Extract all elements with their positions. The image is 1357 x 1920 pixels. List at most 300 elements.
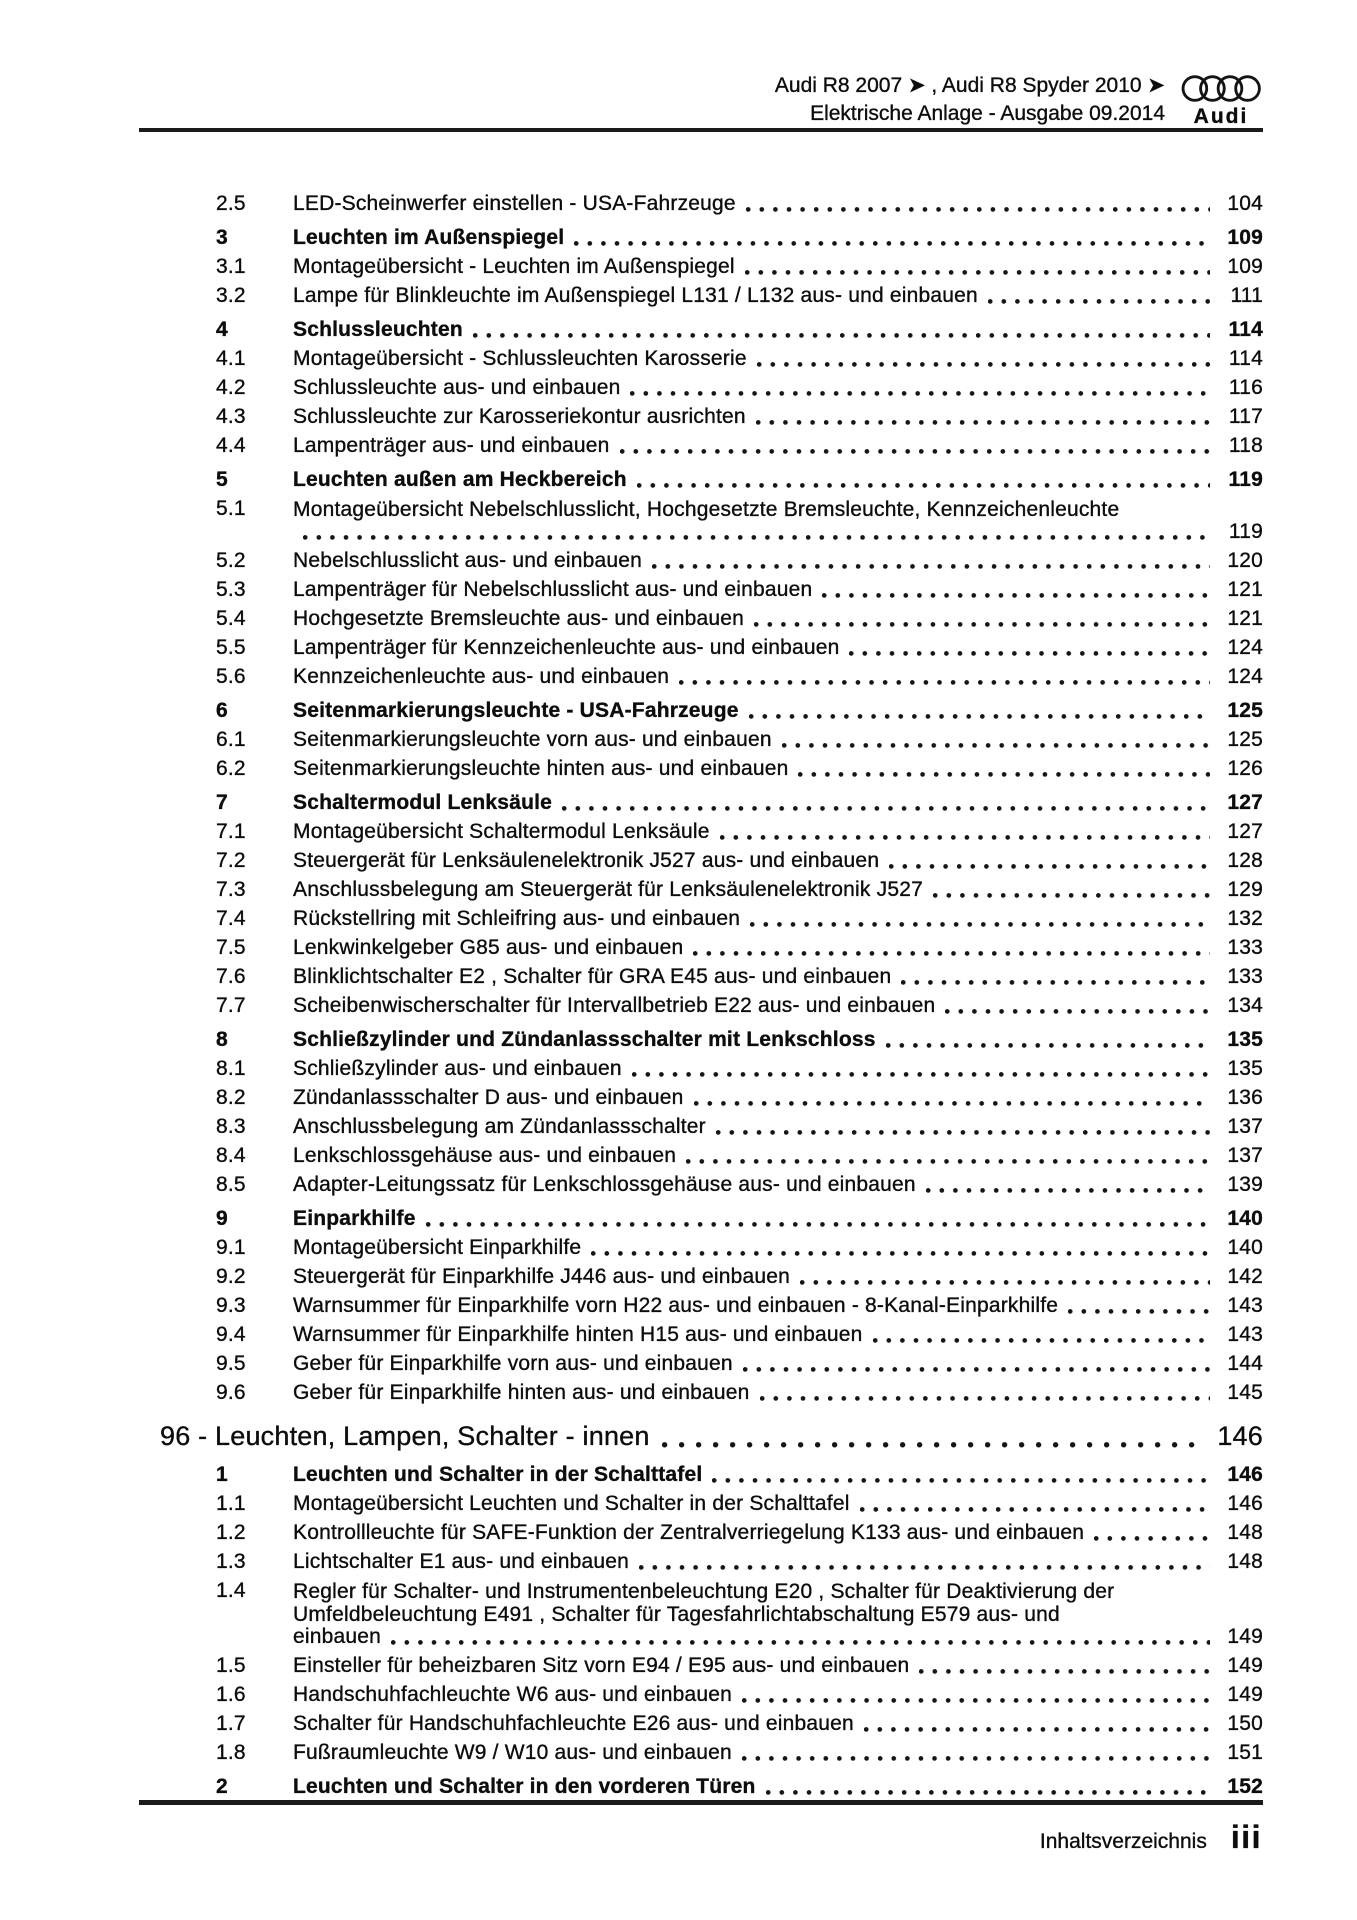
toc-row-body	[293, 995, 1263, 1017]
toc-section-number: 8	[216, 1028, 228, 1051]
toc-page-number: 120	[1227, 549, 1263, 572]
dotted-leader	[860, 1507, 1210, 1512]
toc-row	[139, 193, 1263, 215]
toc-title: Steuergerät für Einparkhilfe J446 aus- und einbauen	[293, 1265, 791, 1288]
toc-page-number: 136	[1227, 1086, 1263, 1109]
toc-row-body	[293, 377, 1263, 399]
toc-title: Seitenmarkierungsleuchte - USA-Fahrzeuge	[293, 699, 739, 722]
toc-section-number: 1.1	[216, 1492, 246, 1515]
toc-leader-line	[293, 406, 1263, 428]
toc-page-number: 127	[1227, 820, 1263, 843]
toc-row-body	[293, 1353, 1263, 1375]
toc-title: Lampenträger aus- und einbauen	[293, 434, 610, 457]
toc-section-number: 9.6	[216, 1381, 246, 1404]
toc-page-number: 116	[1228, 376, 1263, 399]
dotted-leader	[873, 1338, 1210, 1343]
dotted-leader	[798, 772, 1210, 777]
toc-page-number: 126	[1227, 757, 1263, 780]
toc-page-number: 104	[1227, 192, 1263, 215]
toc-section-number: 5.6	[216, 665, 246, 688]
toc-section-number: 1.4	[216, 1579, 246, 1602]
dotted-leader	[886, 1043, 1210, 1048]
toc-page-number: 139	[1227, 1173, 1263, 1196]
toc-title: Anschlussbelegung am Zündanlassschalter	[293, 1115, 706, 1138]
toc-leader-line	[293, 1029, 1263, 1051]
toc-title: Schalter für Handschuhfachleuchte E26 aus- und einbauen	[293, 1712, 854, 1735]
toc-page-number: 149	[1227, 1683, 1263, 1706]
dotted-leader	[574, 241, 1210, 246]
header-edition-line: Elektrische Anlage - Ausgabe 09.2014	[810, 102, 1165, 125]
toc-leader-line	[293, 319, 1263, 341]
toc-title: Seitenmarkierungsleuchte hinten aus- und einbauen	[293, 757, 789, 780]
dotted-leader	[988, 299, 1210, 304]
toc-title: Schlussleuchte zur Karosseriekontur ausrichten	[293, 405, 746, 428]
toc-leader-line	[293, 792, 1263, 814]
dotted-leader	[760, 1396, 1210, 1401]
toc-title: Montageübersicht Schaltermodul Lenksäule	[293, 820, 710, 843]
dotted-leader	[849, 651, 1210, 656]
toc-leader-line	[293, 1713, 1263, 1735]
toc-page-number: 143	[1227, 1294, 1263, 1317]
toc-leader-line	[293, 1655, 1263, 1677]
toc-page-number: 149	[1227, 1654, 1263, 1677]
toc-row	[139, 256, 1263, 278]
toc-section-number: 9.2	[216, 1265, 246, 1288]
toc-row-body	[293, 792, 1263, 814]
toc-section-number: 1.7	[216, 1712, 246, 1735]
toc-section-number: 3	[216, 226, 228, 249]
toc-title: Leuchten und Schalter in der Schalttafel	[293, 1463, 703, 1486]
toc-leader-line	[293, 227, 1263, 249]
toc-leader-line	[293, 1382, 1263, 1404]
toc-leader-line	[293, 758, 1263, 780]
dotted-leader	[662, 1442, 1201, 1448]
toc-row	[139, 285, 1263, 307]
toc-row	[139, 1266, 1263, 1288]
audi-wordmark: Audi	[1193, 105, 1249, 128]
audi-rings-icon	[1179, 72, 1263, 105]
toc-section-number: 7.3	[216, 878, 246, 901]
toc-row-body	[293, 1522, 1263, 1544]
toc-title: Scheibenwischerschalter für Intervallbetrieb E22 aus- und einbauen	[293, 994, 936, 1017]
toc-row-body	[293, 637, 1263, 659]
toc-row-body	[293, 1116, 1263, 1138]
toc-rows-top	[139, 193, 1263, 1404]
toc-page-number: 111	[1230, 284, 1263, 307]
toc-leader-line	[293, 1684, 1263, 1706]
toc-row	[139, 435, 1263, 457]
toc-row	[139, 821, 1263, 843]
toc-row-body	[293, 850, 1263, 872]
toc-page-number: 142	[1227, 1265, 1263, 1288]
toc-title: Lampenträger für Nebelschlusslicht aus- und einbauen	[293, 578, 813, 601]
dotted-leader	[756, 420, 1210, 425]
toc-title: Schließzylinder aus- und einbauen	[293, 1057, 622, 1080]
toc-row-body	[293, 758, 1263, 780]
toc-row	[139, 1237, 1263, 1259]
toc-title: Leuchten und Schalter in den vorderen Türen	[293, 1775, 756, 1798]
toc-row	[139, 1116, 1263, 1138]
toc-section-number: 7.5	[216, 936, 246, 959]
dotted-leader	[822, 593, 1210, 598]
toc-title-line: Montageübersicht Nebelschlusslicht, Hochgesetzte Bremsleuchte, Kennzeichenleuchte	[293, 498, 1120, 521]
toc-section-number: 1.6	[216, 1683, 246, 1706]
toc-leader-line	[293, 193, 1263, 215]
toc-row	[139, 406, 1263, 428]
toc-leader-line	[293, 377, 1263, 399]
toc-leader-line	[293, 608, 1263, 630]
chapter-heading: 96 - Leuchten, Lampen, Schalter - innen	[160, 1421, 650, 1451]
dotted-leader	[693, 951, 1210, 956]
dotted-leader	[745, 270, 1210, 275]
toc-page-number: 114	[1228, 347, 1263, 370]
toc-row	[139, 1684, 1263, 1706]
toc-row	[139, 1174, 1263, 1196]
toc-row-body	[293, 227, 1263, 249]
toc-section-number: 4.2	[216, 376, 246, 399]
toc-title: Montageübersicht Einparkhilfe	[293, 1236, 582, 1259]
toc-leader-line	[293, 1551, 1263, 1573]
toc-section-number: 5.4	[216, 607, 246, 630]
toc-row-body	[293, 608, 1263, 630]
toc-page-number: 121	[1227, 578, 1263, 601]
toc-row-body	[293, 1029, 1263, 1051]
dotted-leader	[632, 1072, 1210, 1077]
dotted-leader	[620, 449, 1210, 454]
toc-page-number: 114	[1228, 318, 1263, 341]
toc-leader-line	[293, 1742, 1263, 1764]
dotted-leader	[945, 1009, 1210, 1014]
chapter-heading-row	[139, 1421, 1263, 1452]
toc-row	[139, 377, 1263, 399]
dotted-leader	[757, 362, 1210, 367]
toc-page-number: 134	[1227, 994, 1263, 1017]
toc-row-body	[293, 1145, 1263, 1167]
page-footer	[1040, 1820, 1262, 1854]
dotted-leader	[562, 806, 1210, 811]
toc-row-body	[293, 1058, 1263, 1080]
toc-section-number: 7	[216, 791, 228, 814]
footer-page-number: iii	[1230, 1819, 1262, 1855]
toc-row-body	[293, 1174, 1263, 1196]
toc-row	[139, 758, 1263, 780]
toc-section-number: 9.3	[216, 1294, 246, 1317]
toc-page-number: 117	[1228, 405, 1263, 428]
dotted-leader	[473, 333, 1210, 338]
toc-page-number: 140	[1227, 1207, 1263, 1230]
toc-leader-line	[293, 579, 1263, 601]
toc-page-number: 149	[1227, 1625, 1263, 1648]
toc-title: Warnsummer für Einparkhilfe vorn H22 aus- und einbauen - 8-Kanal-Einparkhilfe	[293, 1294, 1059, 1317]
toc-section-number: 7.4	[216, 907, 246, 930]
toc-row-body	[293, 966, 1263, 988]
toc-title: Leuchten im Außenspiegel	[293, 226, 565, 249]
toc-leader-line	[293, 1776, 1263, 1798]
toc-row-body	[293, 1580, 1263, 1648]
toc-title: Nebelschlusslicht aus- und einbauen	[293, 549, 643, 572]
toc-row	[139, 908, 1263, 930]
toc-page-number: 143	[1227, 1323, 1263, 1346]
toc-row	[139, 1580, 1263, 1648]
toc-leader-line	[293, 348, 1263, 370]
toc-row	[139, 1464, 1263, 1486]
toc-leader-line	[293, 550, 1263, 572]
toc-row-body	[293, 1655, 1263, 1677]
toc-page-number: 137	[1227, 1115, 1263, 1138]
toc-section-number: 2	[216, 1775, 228, 1798]
toc-row-body	[293, 1713, 1263, 1735]
toc-page-number: 148	[1227, 1521, 1263, 1544]
toc-section-number: 5.3	[216, 578, 246, 601]
toc-leader-line	[293, 879, 1263, 901]
toc-title: Handschuhfachleuchte W6 aus- und einbauen	[293, 1683, 732, 1706]
toc-title: Kontrollleuchte für SAFE-Funktion der Zentralverriegelung K133 aus- und einbauen	[293, 1521, 1085, 1544]
toc-row	[139, 608, 1263, 630]
toc-row-body	[293, 1237, 1263, 1259]
toc-row	[139, 1655, 1263, 1677]
toc-row-body	[293, 579, 1263, 601]
toc-page-number: 148	[1227, 1550, 1263, 1573]
toc-row	[139, 1713, 1263, 1735]
toc-section-number: 5.5	[216, 636, 246, 659]
toc-title: Lampe für Blinkleuchte im Außenspiegel L131 / L132 aus- und einbauen	[293, 284, 978, 307]
toc-section-number: 7.2	[216, 849, 246, 872]
toc-section-number: 5.2	[216, 549, 246, 572]
toc-row	[139, 319, 1263, 341]
toc-leader-line	[293, 1058, 1263, 1080]
toc-title: Hochgesetzte Bremsleuchte aus- und einbauen	[293, 607, 745, 630]
toc-leader-line	[293, 700, 1263, 722]
header-rule	[139, 128, 1263, 132]
toc-title: Montageübersicht - Leuchten im Außenspiegel	[293, 255, 735, 278]
toc-section-number: 8.5	[216, 1173, 246, 1196]
toc-page-number: 152	[1227, 1775, 1263, 1798]
page-header	[775, 72, 1165, 128]
dotted-leader	[716, 1130, 1210, 1135]
toc-page-number: 129	[1227, 878, 1263, 901]
toc-row-body	[293, 1493, 1263, 1515]
dotted-leader	[754, 622, 1210, 627]
toc-section-number: 8.2	[216, 1086, 246, 1109]
toc-title: Lichtschalter E1 aus- und einbauen	[293, 1550, 630, 1573]
dotted-leader	[782, 743, 1210, 748]
toc-page-number: 119	[1228, 520, 1263, 543]
toc-title: einbauen	[293, 1625, 382, 1648]
toc-section-number: 6	[216, 699, 228, 722]
toc-leader-line	[293, 1087, 1263, 1109]
dotted-leader	[800, 1280, 1210, 1285]
footer-label: Inhaltsverzeichnis	[1039, 1830, 1207, 1853]
toc-row-body	[293, 1551, 1263, 1573]
dotted-leader	[694, 1101, 1210, 1106]
toc-row	[139, 729, 1263, 751]
toc-row	[139, 1353, 1263, 1375]
toc-page-number: 119	[1228, 468, 1263, 491]
toc-row-body	[293, 1684, 1263, 1706]
dotted-leader	[679, 680, 1210, 685]
toc-title: Steuergerät für Lenksäulenelektronik J527 aus- und einbauen	[293, 849, 880, 872]
toc-leader-line	[293, 1522, 1263, 1544]
toc-leader-line	[293, 1208, 1263, 1230]
toc-section-number: 4.3	[216, 405, 246, 428]
toc-title: Anschlussbelegung am Steuergerät für Lenksäulenelektronik J527	[293, 878, 923, 901]
toc-section-number: 7.6	[216, 965, 246, 988]
toc-row-body	[293, 879, 1263, 901]
toc-title: Blinklichtschalter E2 , Schalter für GRA E45 aus- und einbauen	[293, 965, 892, 988]
toc-title: Lampenträger für Kennzeichenleuchte aus- und einbauen	[293, 636, 840, 659]
toc-leader-line	[293, 821, 1263, 843]
toc-leader-line	[293, 1145, 1263, 1167]
toc-leader-line	[293, 995, 1263, 1017]
toc-page-number: 133	[1227, 965, 1263, 988]
dotted-leader	[750, 922, 1210, 927]
toc-row	[139, 792, 1263, 814]
toc-row	[139, 1776, 1263, 1798]
toc-row-body	[293, 1087, 1263, 1109]
dotted-leader	[630, 391, 1210, 396]
dotted-leader	[639, 1565, 1210, 1570]
toc-page-number: 140	[1227, 1236, 1263, 1259]
toc-leader-line	[293, 937, 1263, 959]
toc-section-number: 8.4	[216, 1144, 246, 1167]
dotted-leader	[742, 1756, 1210, 1761]
dotted-leader	[637, 483, 1210, 488]
toc-row-body	[293, 1208, 1263, 1230]
toc-section-number: 8.1	[216, 1057, 246, 1080]
toc-row	[139, 1493, 1263, 1515]
toc-title: Leuchten außen am Heckbereich	[293, 468, 627, 491]
toc-row-body	[293, 821, 1263, 843]
toc-leader-line	[293, 729, 1263, 751]
toc-row-body	[293, 319, 1263, 341]
toc-title: Lenkschlossgehäuse aus- und einbauen	[293, 1144, 677, 1167]
dotted-leader	[766, 1790, 1211, 1795]
dotted-leader	[1068, 1309, 1210, 1314]
toc-page-number: 124	[1227, 636, 1263, 659]
toc-page-number: 146	[1227, 1463, 1263, 1486]
toc-row	[139, 637, 1263, 659]
toc-section-number: 1.5	[216, 1654, 246, 1677]
toc-row-body	[293, 1324, 1263, 1346]
dotted-leader	[742, 1698, 1210, 1703]
table-of-contents	[139, 186, 1263, 1798]
toc-leader-line	[293, 1266, 1263, 1288]
toc-row	[139, 1324, 1263, 1346]
toc-row-body	[293, 406, 1263, 428]
toc-leader-line	[293, 637, 1263, 659]
dotted-leader	[686, 1159, 1210, 1164]
dotted-leader	[1094, 1536, 1210, 1541]
dotted-leader	[933, 893, 1210, 898]
toc-title: Rückstellring mit Schleifring aus- und einbauen	[293, 907, 741, 930]
toc-row	[139, 469, 1263, 491]
toc-title: Seitenmarkierungsleuchte vorn aus- und einbauen	[293, 728, 772, 751]
toc-section-number: 1.2	[216, 1521, 246, 1544]
toc-row-body	[293, 550, 1263, 572]
toc-row	[139, 1145, 1263, 1167]
toc-section-number: 3.1	[216, 255, 246, 278]
toc-page-number: 137	[1227, 1144, 1263, 1167]
toc-section-number: 9	[216, 1207, 228, 1230]
toc-leader-line	[293, 435, 1263, 457]
toc-row	[139, 1058, 1263, 1080]
toc-row-body	[293, 937, 1263, 959]
toc-title-line: Umfeldbeleuchtung E491 , Schalter für Tagesfahrlichtabschaltung E579 aus- und	[293, 1603, 1060, 1626]
dotted-leader	[712, 1478, 1210, 1483]
toc-title: Einsteller für beheizbaren Sitz vorn E94 / E95 aus- und einbauen	[293, 1654, 910, 1677]
toc-row	[139, 937, 1263, 959]
toc-page-number: 125	[1227, 728, 1263, 751]
dotted-leader	[591, 1251, 1210, 1256]
toc-title: Geber für Einparkhilfe vorn aus- und einbauen	[293, 1352, 733, 1375]
toc-row-body	[293, 666, 1263, 688]
toc-title: Schlussleuchte aus- und einbauen	[293, 376, 621, 399]
toc-row-body	[293, 435, 1263, 457]
toc-leader-line	[293, 1493, 1263, 1515]
toc-page-number: 125	[1227, 699, 1263, 722]
toc-section-number: 4.1	[216, 347, 246, 370]
toc-row-body	[293, 256, 1263, 278]
toc-row	[139, 995, 1263, 1017]
toc-leader-line	[293, 1353, 1263, 1375]
toc-page-number: 118	[1228, 434, 1263, 457]
toc-row	[139, 348, 1263, 370]
toc-page-number: 146	[1227, 1492, 1263, 1515]
dotted-leader	[720, 835, 1210, 840]
toc-title: Kennzeichenleuchte aus- und einbauen	[293, 665, 670, 688]
toc-title: Schlussleuchten	[293, 318, 463, 341]
toc-page-number: 150	[1227, 1712, 1263, 1735]
toc-section-number: 1.8	[216, 1741, 246, 1764]
toc-row	[139, 227, 1263, 249]
toc-row-body	[293, 700, 1263, 722]
footer-rule	[139, 1800, 1263, 1805]
toc-leader-line	[293, 469, 1263, 491]
dotted-leader	[889, 864, 1210, 869]
toc-leader-line	[293, 850, 1263, 872]
dotted-leader	[926, 1188, 1210, 1193]
toc-section-number: 9.4	[216, 1323, 246, 1346]
toc-row-body	[293, 498, 1263, 543]
dotted-leader	[864, 1727, 1210, 1732]
toc-section-number: 9.1	[216, 1236, 246, 1259]
toc-leader-line	[293, 666, 1263, 688]
dotted-leader	[919, 1669, 1210, 1674]
toc-row-body	[293, 348, 1263, 370]
dotted-leader	[391, 1640, 1210, 1645]
toc-row	[139, 1522, 1263, 1544]
toc-title: Lenkwinkelgeber G85 aus- und einbauen	[293, 936, 684, 959]
toc-row	[139, 1382, 1263, 1404]
toc-title: Warnsummer für Einparkhilfe hinten H15 aus- und einbauen	[293, 1323, 863, 1346]
toc-section-number: 7.7	[216, 994, 246, 1017]
toc-row-body	[293, 193, 1263, 215]
toc-row	[139, 966, 1263, 988]
toc-page-number: 127	[1227, 791, 1263, 814]
toc-row-body	[293, 1295, 1263, 1317]
toc-title: Einparkhilfe	[293, 1207, 416, 1230]
toc-page-number: 135	[1227, 1057, 1263, 1080]
toc-leader-line	[293, 1626, 1263, 1648]
dotted-leader	[426, 1222, 1210, 1227]
toc-row	[139, 666, 1263, 688]
toc-page-number: 144	[1227, 1352, 1263, 1375]
toc-leader-line	[293, 1174, 1263, 1196]
toc-leader-line	[293, 285, 1263, 307]
toc-section-number: 2.5	[216, 192, 246, 215]
toc-row	[139, 1551, 1263, 1573]
toc-title: Schaltermodul Lenksäule	[293, 791, 553, 814]
